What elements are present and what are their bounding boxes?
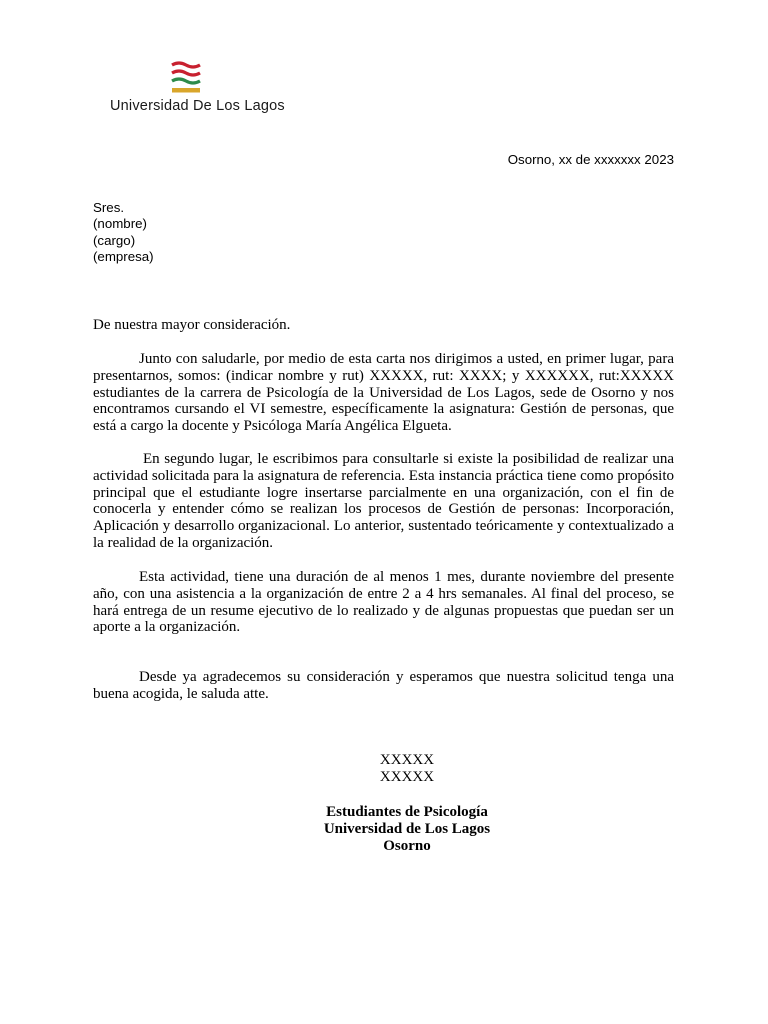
signature-names	[93, 752, 721, 786]
closing-paragraph: Desde ya agradecemos su consideración y esperamos que nuestra solicitud tenga una buena acogida, le saluda atte.	[93, 669, 674, 702]
signature-name: XXXXX	[379, 768, 435, 785]
signature-line: Osorno	[383, 837, 431, 854]
signature-line: Universidad de Los Lagos	[323, 820, 491, 837]
recipient-line: (empresa)	[93, 249, 154, 265]
recipient-line: (cargo)	[93, 232, 136, 248]
body-paragraph: Esta actividad, tiene una duración de al menos 1 mes, durante noviembre del presente año, con una asistencia a la organización de entre 2 a 4 hrs semanales. Al final del proceso, se hará entrega de un resume ejecutivo de lo realizado y de algunas propuestas que puedan ser un aporte a la organización.	[93, 569, 674, 636]
signature-organization	[93, 804, 721, 854]
recipient-line: Sres.	[93, 200, 125, 215]
signature-line: Estudiantes de Psicología	[326, 804, 488, 820]
university-logo-icon	[171, 60, 201, 94]
signature-name: XXXXX	[379, 752, 435, 768]
date-line: Osorno, xx de xxxxxxx 2023	[507, 152, 674, 167]
salutation: De nuestra mayor consideración.	[93, 317, 291, 333]
recipient-line: (nombre)	[93, 216, 147, 232]
body-paragraph: Junto con saludarle, por medio de esta carta nos dirigimos a usted, en primer lugar, para presentarnos, somos: (indicar nombre y rut) XXXXX, rut: XXXX; y XXXXXX, rut:XXXXX estudiantes de la carrera de Psicología de la Universidad de Los Lagos, sede de Osorno y nos encontramos cursando el VI semestre, específicamente la asignatura: Gestión de personas, que está a cargo la docente y Psicóloga María Angélica Elgueta.	[93, 351, 674, 435]
recipient-block	[93, 200, 154, 266]
body-paragraph: En segundo lugar, le escribimos para consultarle si existe la posibilidad de realizar una actividad solicitada para la asignatura de referencia. Esta instancia práctica tiene como propósito principal que el estudiante logre insertarse parcialmente en una organización, con el fin de conocerla y entender cómo se realizan los procesos de Gestión de personas: Incorporación, Aplicación y desarrollo organizacional. Lo anterior, sustentado teóricamente y contextualizado a la realidad de la organización.	[93, 451, 674, 551]
university-logo-text: Universidad De Los Lagos	[110, 98, 285, 114]
